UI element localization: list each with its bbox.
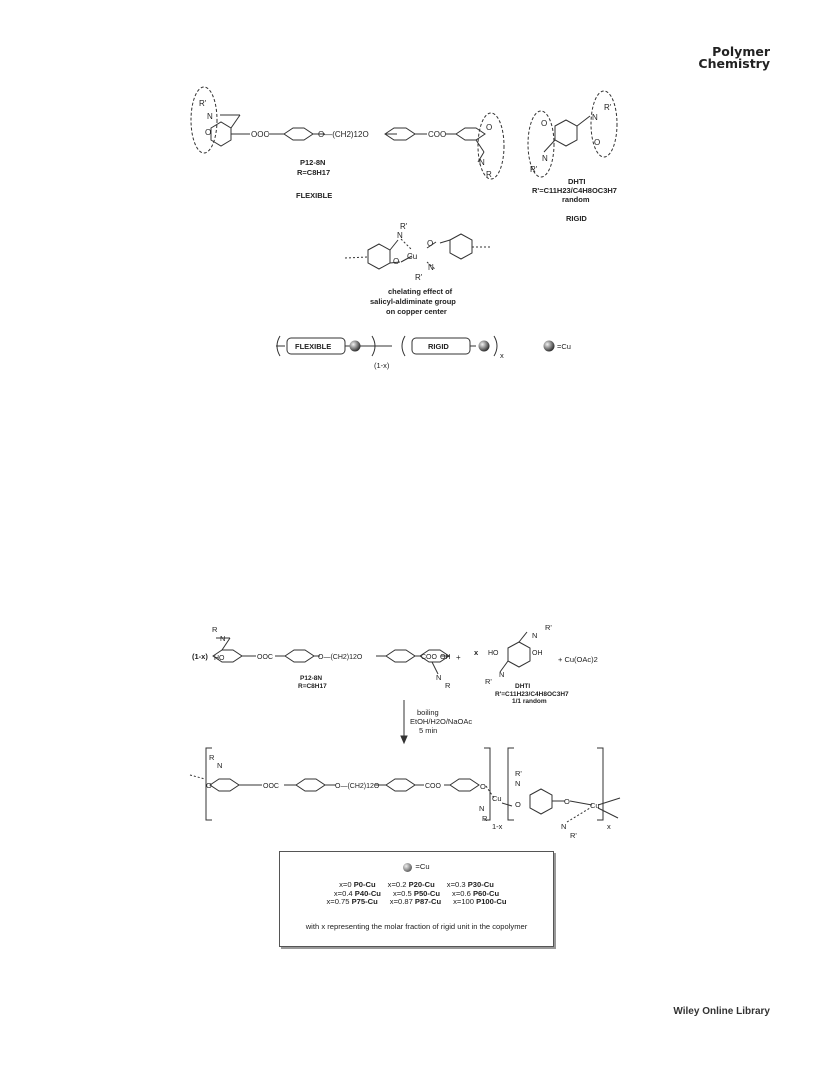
poly-n-bottom: N (561, 822, 567, 831)
dhti-n-top: N (592, 113, 598, 122)
poly-n-top: N (515, 779, 521, 788)
dhti2-rp-bottom: R' (485, 677, 492, 686)
dhti-o-bottom: O (541, 119, 548, 128)
block-sub-1x: (1-x) (374, 361, 390, 370)
legend-entry: x=0.6 P60-Cu (452, 888, 500, 898)
chelate-caption-3: on copper center (386, 307, 447, 316)
dhti2-rp-top: R' (545, 623, 552, 632)
copolymer-legend (279, 851, 554, 947)
coef-x: x (474, 648, 479, 657)
dhti-r: R'=C11H23/C4H8OC3H7 (532, 186, 617, 195)
block-flexible: FLEXIBLE (295, 342, 332, 351)
chelate-n-bottom: N (428, 263, 434, 272)
chelate-r-top: R' (400, 222, 408, 231)
poly-sub-1x: 1-x (492, 822, 503, 831)
legend-entry: x=0.3 P30-Cu (446, 880, 494, 889)
ester-ooc: OOC (251, 130, 270, 139)
rigid-label: RIGID (566, 214, 587, 223)
dhti2-random: 1/1 random (512, 698, 547, 705)
monomer-r: R (212, 625, 218, 634)
monomer-r-right: R (445, 681, 451, 690)
legend-row-3 (280, 898, 553, 907)
legend-entry: x=0 P0-Cu (339, 880, 376, 889)
chelate-o-right: O (427, 239, 434, 248)
poly-o-left: O (206, 781, 212, 790)
legend-entry: x=100 P100-Cu (453, 897, 507, 906)
poly-cu-2: Cu (590, 801, 600, 810)
block-rigid: RIGID (428, 342, 449, 351)
dhti-r-top: R' (604, 103, 612, 112)
poly-rp-bottom: R' (570, 831, 577, 840)
atom-n-right: N (479, 158, 485, 167)
monomer-ooc: OOC (257, 654, 273, 661)
plus-sign: + (456, 653, 461, 662)
atom-n-left: N (207, 112, 213, 121)
legend-rows (280, 881, 553, 907)
monomer-name: P12-8N (300, 675, 323, 682)
poly-cu-1: Cu (492, 794, 502, 803)
condition-1: boiling (417, 708, 439, 717)
monomer-n: N (220, 634, 226, 643)
coef-1x: (1-x) (192, 652, 208, 661)
legend-entry: x=0.87 P87-Cu (389, 897, 442, 906)
atom-o-left: O (205, 128, 212, 137)
poly-o-right: O (480, 782, 486, 791)
atom-r-left: R' (199, 99, 207, 108)
condition-2: EtOH/H2O/NaOAc (410, 717, 473, 726)
poly-spacer: O—(CH2)12O (335, 783, 380, 790)
monomer-n-right: N (436, 673, 442, 682)
poly-n-left: N (217, 761, 223, 770)
journal-title-line1: Polymer (712, 44, 770, 59)
reagent-cuoac: + Cu(OAc)2 (558, 655, 598, 664)
flexible-label: FLEXIBLE (296, 191, 333, 200)
dhti2-r: R'=C11H23/C4H8OC3H7 (495, 691, 569, 698)
dhti-random: random (562, 195, 590, 204)
chelate-r-bottom: R' (415, 273, 423, 282)
monomer-rline: R=C8H17 (298, 683, 327, 690)
dhti-n-bottom: N (542, 154, 548, 163)
cu-legend-fig1: =Cu (557, 342, 571, 351)
monomer-oh: OH (440, 654, 451, 661)
legend-entry: x=0.75 P75-Cu (326, 897, 378, 906)
atom-o-right: O (486, 123, 493, 132)
poly-coo: COO (425, 783, 441, 790)
legend-entry: x=0.5 P50-Cu (392, 888, 441, 898)
poly-o-mid: O (515, 800, 521, 809)
chelate-o-left: O (393, 257, 400, 266)
dhti2-n-top: N (532, 631, 538, 640)
ester-coo: COO (428, 130, 447, 139)
chelate-n-top: N (397, 231, 403, 240)
chelate-cu: Cu (407, 252, 418, 261)
spacer-label: O—(CH2)12O (318, 130, 369, 139)
cu-ball-legend (544, 341, 555, 352)
poly-n-mid: N (479, 804, 485, 813)
flexible-r: R=C8H17 (297, 168, 331, 177)
poly-r-mid: R (482, 814, 488, 823)
poly-r-left: R (209, 753, 215, 762)
dhti2-oh: OH (532, 650, 543, 657)
dhti2-ho: HO (488, 650, 499, 657)
dhti-r-bottom: R' (530, 165, 538, 174)
legend-cu-row (280, 862, 553, 872)
legend-cu-label: =Cu (415, 862, 430, 871)
legend-entry: x=0.2 P20-Cu (387, 880, 435, 889)
condition-3: 5 min (419, 726, 438, 735)
journal-title-line2: Chemistry (698, 56, 770, 71)
dhti2-n-bottom: N (499, 670, 505, 679)
legend-entry: x=0.4 P40-Cu (333, 888, 381, 898)
dhti-o-top: O (594, 138, 601, 147)
poly-o-right2: O (564, 797, 570, 806)
footer-library: Wiley Online Library (673, 1006, 770, 1017)
atom-r-right: R (486, 170, 492, 179)
chelate-caption-2: salicyl-aldiminate group (370, 297, 456, 306)
poly-rp-top: R' (515, 769, 522, 778)
dhti2-name: DHTI (515, 683, 531, 690)
poly-sub-x: x (607, 822, 611, 831)
cu-ball-1 (350, 341, 361, 352)
poly-ooc: OOC (263, 783, 279, 790)
monomer-coo: COO (421, 654, 437, 661)
flexible-name: P12-8N (300, 158, 326, 167)
chelate-caption-1: chelating effect of (388, 287, 453, 296)
monomer-ho: HO (214, 655, 225, 662)
cu-ball-icon (403, 863, 412, 872)
dhti-name: DHTI (568, 177, 586, 186)
block-sub-x: x (500, 351, 504, 360)
cu-ball-2 (479, 341, 490, 352)
monomer-spacer: O—(CH2)12O (318, 654, 363, 661)
legend-note: with x representing the molar fraction of rigid unit in the copolymer (305, 922, 528, 931)
